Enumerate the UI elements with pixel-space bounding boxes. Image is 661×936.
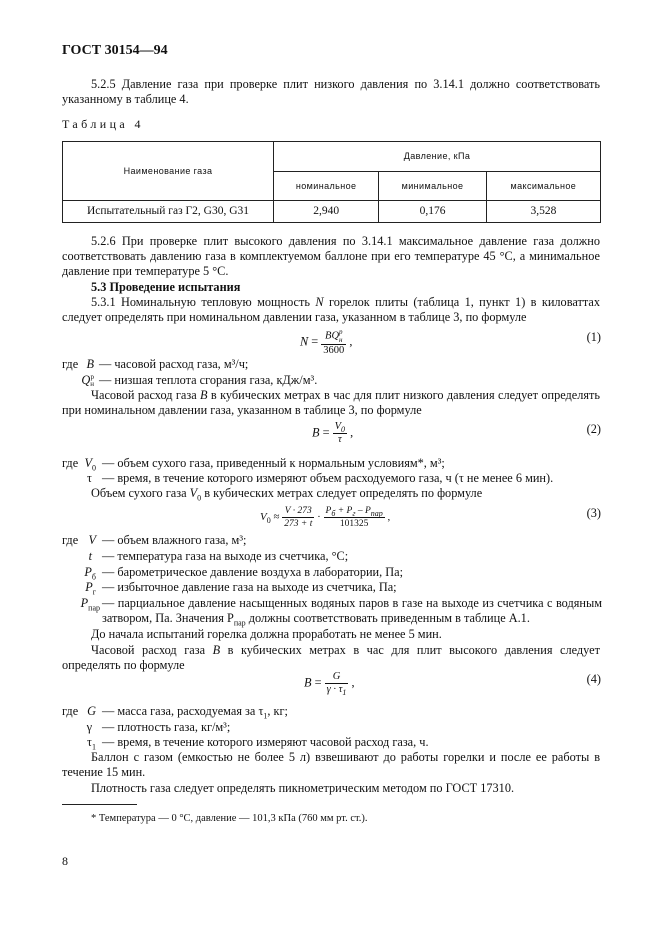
paragraph-balloon: Баллон с газом (емкостью не более 5 л) взвешивают до работы горелки и после ее работы в течение 15 мин. bbox=[62, 750, 600, 779]
sup: p bbox=[90, 373, 94, 382]
paragraph-5-2-5: 5.2.5 Давление газа при проверке плит низкого давления по 3.14.1 должно соответствовать указанному в таблице 4. bbox=[62, 77, 600, 106]
where-desc: — объем сухого газа, приведенный к нормальным условиям*, м³; bbox=[102, 456, 445, 470]
where-symbol: G bbox=[87, 704, 96, 718]
paragraph-density: Плотность газа следует определять пикнометрическим методом по ГОСТ 17310. bbox=[91, 781, 515, 795]
formula-lhs: B bbox=[312, 425, 320, 440]
table-cell-min: 0,176 bbox=[379, 201, 486, 223]
where-symbol: t bbox=[88, 549, 92, 563]
formula-den: 101325 bbox=[339, 519, 369, 529]
table-4 bbox=[62, 141, 601, 223]
formula-num: V · 273 bbox=[282, 505, 314, 518]
where-prefix: где bbox=[62, 704, 79, 718]
symbol: N bbox=[315, 295, 324, 309]
table-cell-nominal: 2,940 bbox=[274, 201, 379, 223]
where-symbol: B bbox=[86, 357, 94, 371]
where-desc: — масса газа, расходуемая за τ bbox=[102, 704, 264, 718]
formula-tail: , bbox=[387, 511, 391, 524]
paragraph-high-pressure-flow bbox=[62, 643, 600, 673]
where-symbol: P bbox=[80, 596, 89, 610]
sub: 1 bbox=[263, 711, 268, 721]
formula-4-number: (4) bbox=[586, 672, 601, 686]
table-subheader-min: минимальное bbox=[379, 172, 486, 201]
table-header-gas-name: Наименование газа bbox=[63, 142, 274, 201]
where-desc: — плотность газа, кг/м³; bbox=[102, 720, 231, 734]
where-symbol: τ bbox=[87, 471, 92, 485]
footnote-rule bbox=[62, 804, 137, 805]
formula-term: – P bbox=[355, 506, 371, 516]
formula-tail: , bbox=[349, 334, 353, 349]
formula-lhs: V bbox=[260, 511, 267, 524]
formula-eq: ≈ bbox=[273, 511, 280, 524]
where-symbol: V bbox=[88, 533, 96, 547]
formula-num: V bbox=[334, 421, 342, 432]
sub: 1 bbox=[92, 742, 96, 752]
formula-fraction bbox=[333, 421, 347, 446]
sub: 0 bbox=[266, 516, 271, 526]
page-number: 8 bbox=[62, 854, 68, 868]
where-symbol: P bbox=[85, 580, 93, 594]
text: горелок плиты (таблица 1, пункт 1) в киловаттах следует определять при номинальном давлении газа, указанном в таблице 3, по формуле bbox=[62, 295, 600, 324]
text: 5.3.1 Номинальную тепловую мощность bbox=[91, 295, 316, 309]
formula-2 bbox=[312, 421, 353, 446]
sub: н bbox=[339, 336, 343, 344]
formula-eq: = bbox=[311, 334, 319, 349]
paragraph-warmup: До начала испытаний горелка должна проработать не менее 5 мин. bbox=[91, 627, 442, 641]
where-symbol: γ bbox=[86, 720, 92, 734]
formula-fraction-1 bbox=[282, 505, 314, 530]
formula-3 bbox=[260, 505, 390, 530]
where-symbol: V bbox=[84, 456, 92, 470]
where-prefix: где bbox=[62, 456, 79, 470]
sub: б bbox=[331, 508, 336, 518]
formula-eq: = bbox=[314, 675, 322, 690]
symbol: V bbox=[189, 486, 198, 500]
table-cell-max: 3,528 bbox=[486, 201, 600, 223]
formula-term: + P bbox=[335, 506, 353, 516]
formula-num: BQ bbox=[325, 330, 340, 342]
sup: p bbox=[339, 328, 343, 336]
symbol: B bbox=[212, 643, 221, 657]
text: в кубических метрах следует определять по формуле bbox=[201, 486, 483, 500]
where-desc: — объем влажного газа, м³; bbox=[102, 533, 247, 547]
formula-term: P bbox=[325, 506, 332, 516]
where-symbol: P bbox=[84, 565, 92, 579]
where-desc: — время, в течение которого измеряют объем расходуемого газа, ч (τ не менее 6 мин). bbox=[102, 471, 554, 485]
sub: 0 bbox=[341, 425, 346, 435]
formula-lhs: N bbox=[300, 334, 309, 349]
sub: б bbox=[91, 572, 96, 582]
table-subheader-max: максимальное bbox=[486, 172, 600, 201]
where-symbol: τ bbox=[87, 735, 92, 749]
formula-lhs: B bbox=[304, 675, 312, 690]
where-desc: — парциальное давление насыщенных водяных паров в газе на выходе из счетчика с водяным затвором, Па. Значения P bbox=[102, 596, 602, 625]
sub: 0 bbox=[197, 493, 202, 503]
where-desc: — избыточное давление газа на выходе из счетчика, Па; bbox=[102, 580, 397, 594]
sub: пар bbox=[370, 508, 383, 518]
text: Объем сухого газа bbox=[91, 486, 190, 500]
sub: 1 bbox=[342, 688, 347, 698]
formula-1 bbox=[300, 328, 352, 357]
formula-2-number: (2) bbox=[586, 422, 601, 436]
sub: г bbox=[92, 587, 96, 597]
text: Часовой расход газа bbox=[91, 643, 213, 657]
sub: н bbox=[90, 380, 94, 389]
symbol: B bbox=[200, 388, 208, 402]
formula-tail: , bbox=[351, 675, 355, 690]
table-subheader-nominal: номинальное bbox=[274, 172, 379, 201]
where-desc: — барометрическое давление воздуха в лаборатории, Па; bbox=[102, 565, 404, 579]
formula-4 bbox=[304, 671, 355, 696]
formula-den: γ · τ bbox=[326, 684, 343, 695]
table-header-pressure: Давление, кПа bbox=[274, 142, 601, 172]
where-prefix: где bbox=[62, 357, 79, 371]
text: в кубических метрах в час для плит высокого давления следует определять по формуле bbox=[62, 643, 600, 672]
formula-den: 3600 bbox=[323, 345, 345, 356]
footnote: * Температура — 0 °С, давление — 101,3 кПа (760 мм рт. ст.). bbox=[91, 813, 368, 824]
document-header: ГОСТ 30154—94 bbox=[62, 43, 168, 58]
where-desc: — время, в течение которого измеряют часовой расход газа, ч. bbox=[102, 735, 429, 749]
table-caption: Таблица 4 bbox=[62, 117, 144, 131]
paragraph-5-3-1 bbox=[62, 295, 600, 325]
sub: 0 bbox=[92, 463, 96, 473]
formula-fraction-2 bbox=[324, 505, 385, 530]
sub: пар bbox=[233, 618, 246, 628]
where-desc: , кг; bbox=[267, 704, 288, 718]
paragraph-dry-gas-volume bbox=[62, 486, 600, 501]
where-desc: — часовой расход газа, м³/ч; bbox=[99, 357, 249, 371]
where-symbol: Q bbox=[81, 373, 91, 387]
formula-eq: = bbox=[322, 425, 330, 440]
where-prefix: где bbox=[62, 533, 79, 547]
formula-num: G bbox=[325, 671, 349, 684]
text: Часовой расход газа bbox=[91, 388, 201, 402]
formula-mult: · bbox=[317, 511, 321, 524]
table-cell-gas: Испытательный газ Г2, G30, G31 bbox=[63, 201, 274, 223]
where-desc: — температура газа на выходе из счетчика, °С; bbox=[102, 549, 349, 563]
formula-tail: , bbox=[350, 425, 354, 440]
where-desc: должны соответствовать приведенным в таблице А.1. bbox=[245, 611, 530, 625]
section-5-3-title: 5.3 Проведение испытания bbox=[91, 280, 241, 294]
formula-fraction bbox=[325, 671, 349, 696]
table-row bbox=[63, 201, 601, 223]
formula-1-number: (1) bbox=[586, 330, 601, 344]
formula-3-number: (3) bbox=[586, 506, 601, 520]
formula-den: τ bbox=[337, 434, 342, 445]
sub: пар bbox=[88, 603, 100, 613]
formula-fraction bbox=[321, 328, 346, 357]
paragraph-low-pressure-flow bbox=[62, 388, 600, 418]
text: в кубических метрах в час для плит низкого давления следует определять при номинальном давлении газа, указанном в таблице 3, по формуле bbox=[62, 388, 600, 417]
sub: г bbox=[352, 508, 356, 518]
paragraph-5-2-6: 5.2.6 При проверке плит высокого давления по 3.14.1 максимальное давление газа должно соответствовать давлению газа в комплектуемом баллоне при его температуре 45 °С, а минимальное давление при температуре 5 °С. bbox=[62, 234, 600, 278]
where-desc: — низшая теплота сгорания газа, кДж/м³. bbox=[99, 373, 318, 387]
formula-den: 273 + t bbox=[284, 519, 313, 529]
